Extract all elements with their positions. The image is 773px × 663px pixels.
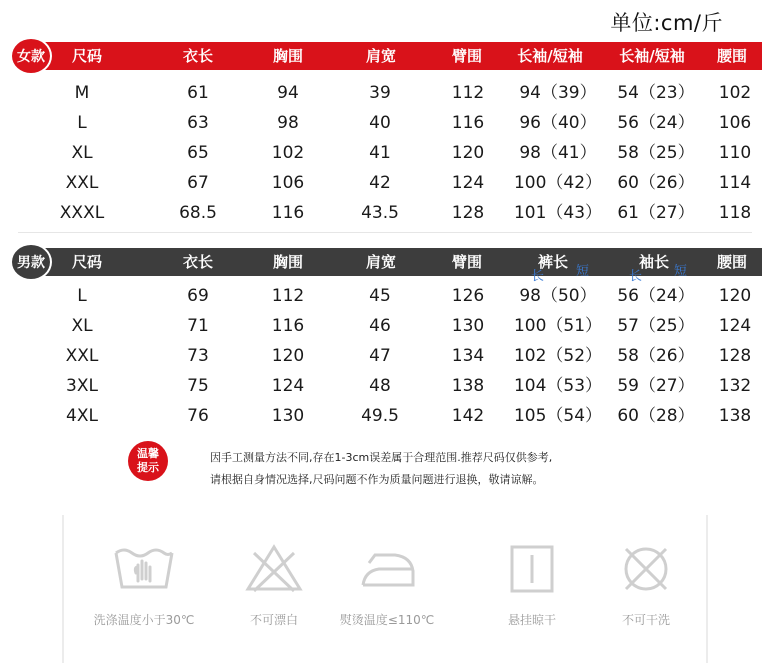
- care-label-no-bleach: 不可漂白: [249, 613, 298, 627]
- men-cell-waist: 138: [718, 406, 752, 426]
- header-sleeve-length: 袖长: [638, 253, 669, 271]
- no-dry-clean-icon: [614, 543, 678, 595]
- care-label-hang-dry: 悬挂晾干: [507, 613, 556, 627]
- men-size-table: [10, 248, 762, 438]
- men-cell-arm: 126: [451, 286, 485, 306]
- women-cell-col6: 98（41）: [519, 143, 597, 163]
- care-label-wash: 洗涤温度小于30℃: [93, 613, 195, 627]
- men-cell-waist: 132: [718, 376, 752, 396]
- men-cell-arm: 138: [451, 376, 485, 396]
- men-cell-chest: 124: [271, 376, 305, 396]
- women-cell-col6: 100（42）: [513, 173, 603, 193]
- men-cell-size: L: [77, 286, 87, 306]
- men-cell-size: XL: [71, 316, 93, 336]
- men-cell-size: XXL: [65, 346, 99, 366]
- header-chest: 胸围: [272, 47, 303, 65]
- header-waist: 腰围: [716, 253, 747, 271]
- women-cell-chest: 94: [277, 83, 299, 103]
- tip-badge: [128, 441, 168, 481]
- men-cell-col7: 57（25）: [617, 316, 695, 336]
- men-cell-col6: 104（53）: [513, 376, 603, 396]
- no-bleach-icon: [242, 543, 306, 595]
- women-cell-arm: 120: [451, 143, 485, 163]
- men-cell-col7: 58（26）: [617, 346, 695, 366]
- header-length: 衣长: [182, 47, 213, 65]
- header-shoulder: 肩宽: [365, 253, 396, 271]
- men-cell-length: 75: [187, 376, 209, 396]
- header-sleeve-2: 长袖/短袖: [619, 47, 685, 65]
- women-cell-shoulder: 43.5: [361, 203, 399, 223]
- women-cell-col6: 96（40）: [519, 113, 597, 133]
- women-cell-shoulder: 42: [369, 173, 391, 193]
- care-item-iron: [327, 515, 447, 627]
- women-cell-waist: 102: [718, 83, 752, 103]
- hang-dry-icon: [500, 543, 564, 595]
- header-sleeve-1: 长袖/短袖: [517, 47, 583, 65]
- iron-icon: [355, 543, 419, 595]
- men-header-bar: [28, 248, 762, 284]
- women-cell-length: 61: [187, 83, 209, 103]
- women-cell-size: M: [74, 83, 90, 103]
- men-cell-chest: 130: [271, 406, 305, 426]
- women-cell-col7: 58（25）: [617, 143, 695, 163]
- women-cell-shoulder: 40: [369, 113, 391, 133]
- men-cell-col7: 60（28）: [617, 406, 695, 426]
- women-cell-waist: 110: [718, 143, 752, 163]
- women-cell-col7: 60（26）: [617, 173, 695, 193]
- women-cell-col6: 101（43）: [513, 203, 603, 223]
- men-cell-arm: 142: [451, 406, 485, 426]
- men-cell-shoulder: 48: [369, 376, 391, 396]
- men-cell-shoulder: 49.5: [361, 406, 399, 426]
- tip-line-2: 请根据自身情况选择,尺码问题不作为质量问题进行退换，敬请谅解。: [210, 473, 544, 486]
- women-cell-size: XL: [71, 143, 93, 163]
- men-cell-size: 3XL: [66, 376, 98, 396]
- women-cell-waist: 114: [718, 173, 752, 193]
- header-pants-length: 裤长: [537, 253, 568, 271]
- tip-badge-line2: 提示: [137, 461, 159, 474]
- section-divider: [18, 232, 752, 233]
- women-cell-length: 68.5: [179, 203, 217, 223]
- women-cell-size: XXL: [65, 173, 99, 193]
- women-cell-length: 67: [187, 173, 209, 193]
- care-item-wash: [84, 515, 204, 627]
- care-instructions: [62, 515, 708, 663]
- women-cell-waist: 106: [718, 113, 752, 133]
- header-size: 尺码: [71, 47, 102, 65]
- header-chest: 胸围: [272, 253, 303, 271]
- overlay-short-1: 短: [576, 264, 590, 279]
- women-cell-size: L: [77, 113, 87, 133]
- header-arm: 臂围: [451, 253, 482, 271]
- unit-label: 单位:cm/斤: [610, 11, 723, 35]
- men-cell-shoulder: 46: [369, 316, 391, 336]
- men-cell-shoulder: 47: [369, 346, 391, 366]
- header-size: 尺码: [71, 253, 102, 271]
- men-cell-col6: 102（52）: [513, 346, 603, 366]
- care-item-hang-dry: [472, 515, 592, 627]
- men-cell-length: 73: [187, 346, 209, 366]
- women-cell-chest: 98: [277, 113, 299, 133]
- men-cell-size: 4XL: [66, 406, 98, 426]
- men-cell-length: 69: [187, 286, 209, 306]
- women-cell-col7: 56（24）: [617, 113, 695, 133]
- women-cell-shoulder: 39: [369, 83, 391, 103]
- women-cell-arm: 128: [451, 203, 485, 223]
- men-cell-chest: 112: [271, 286, 305, 306]
- men-cell-chest: 120: [271, 346, 305, 366]
- women-cell-arm: 112: [451, 83, 485, 103]
- men-cell-col7: 59（27）: [617, 376, 695, 396]
- care-label-iron: 熨烫温度≤110℃: [339, 613, 435, 627]
- women-cell-chest: 102: [271, 143, 305, 163]
- men-cell-col6: 100（51）: [513, 316, 603, 336]
- care-item-no-bleach: [214, 515, 334, 627]
- women-cell-waist: 118: [718, 203, 752, 223]
- header-shoulder: 肩宽: [365, 47, 396, 65]
- women-cell-arm: 124: [451, 173, 485, 193]
- overlay-long-1: 长: [531, 269, 545, 284]
- women-cell-chest: 116: [271, 203, 305, 223]
- care-label-no-dry-clean: 不可干洗: [621, 613, 670, 627]
- women-cell-chest: 106: [271, 173, 305, 193]
- women-header-bar: [28, 42, 762, 70]
- women-cell-size: XXXL: [59, 203, 105, 223]
- men-cell-length: 71: [187, 316, 209, 336]
- men-badge: 男款: [10, 243, 52, 281]
- men-cell-shoulder: 45: [369, 286, 391, 306]
- men-cell-waist: 120: [718, 286, 752, 306]
- header-length: 衣长: [182, 253, 213, 271]
- women-cell-length: 63: [187, 113, 209, 133]
- care-item-no-dry-clean: [586, 515, 706, 627]
- women-cell-col7: 54（23）: [617, 83, 695, 103]
- men-cell-col6: 98（50）: [519, 286, 597, 306]
- overlay-short-2: 短: [674, 264, 688, 279]
- women-cell-col7: 61（27）: [617, 203, 695, 223]
- wash-30-icon: [112, 543, 176, 595]
- men-cell-chest: 116: [271, 316, 305, 336]
- tip-badge-line1: 温馨: [137, 447, 159, 460]
- men-cell-col7: 56（24）: [617, 286, 695, 306]
- women-badge: 女款: [10, 37, 52, 75]
- women-cell-col6: 94（39）: [519, 83, 597, 103]
- men-cell-col6: 105（54）: [513, 406, 603, 426]
- women-cell-shoulder: 41: [369, 143, 391, 163]
- women-cell-length: 65: [187, 143, 209, 163]
- men-cell-arm: 134: [451, 346, 485, 366]
- men-cell-length: 76: [187, 406, 209, 426]
- women-size-table: [10, 42, 762, 232]
- tip-line-1: 因手工测量方法不同,存在1-3cm误差属于合理范围.推荐尺码仅供参考,: [210, 451, 553, 464]
- men-cell-waist: 124: [718, 316, 752, 336]
- header-arm: 臂围: [451, 47, 482, 65]
- overlay-long-2: 长: [629, 269, 643, 284]
- header-waist: 腰围: [716, 47, 747, 65]
- men-cell-waist: 128: [718, 346, 752, 366]
- men-cell-arm: 130: [451, 316, 485, 336]
- women-cell-arm: 116: [451, 113, 485, 133]
